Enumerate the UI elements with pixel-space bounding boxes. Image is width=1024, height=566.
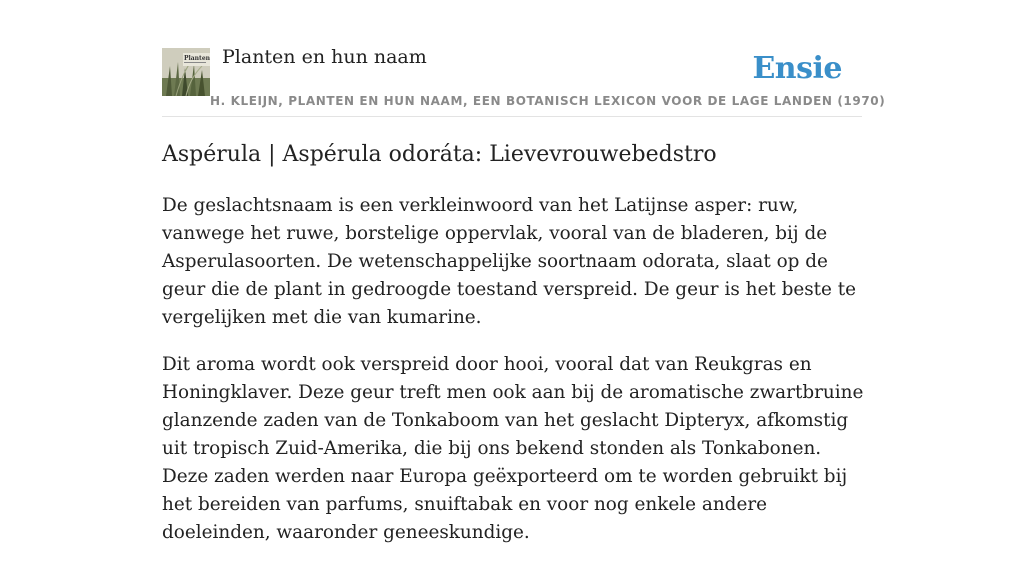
source-header [162,46,886,117]
article-paragraph: Dit aroma wordt ook verspreid door hooi, vooral dat van Reukgras en Honingklaver. Deze geur treft men ook aan bij de aromatische zwartbruine glanzende zaden van de Tonkaboom van het geslacht Dipteryx, afkomstig uit tropisch Zuid-Amerika, die bij ons bekend stonden als Tonkabonen. Deze zaden werden naar Europa geëxporteerd om te worden gebruikt bij het bereiden van parfums, snuiftabak en voor nog enkele andere doeleinden, waaronder geneeskundige. [162,354,864,543]
book-cover-illustration [162,48,210,96]
book-cover-icon[interactable] [162,48,210,96]
source-citation: H. KLEIJN, PLANTEN EN HUN NAAM, EEN BOTANISCH LEXICON VOOR DE LAGE LANDEN (1970) [210,94,886,108]
article-title: Aspérula | Aspérula odoráta: Lievevrouwebedstro [162,142,717,167]
article-body [162,192,867,566]
source-name-link[interactable]: Planten en hun naam [222,46,427,68]
book-cover-title: Planten [184,55,210,62]
ensie-logo[interactable]: Ensie [752,51,842,86]
article-paragraph: De geslachtsnaam is een verkleinwoord van het Latijnse asper: ruw, vanwege het ruwe, borstelige oppervlak, vooral van de bladeren, bij de Asperulasoorten. De wetenschappelijke soortnaam odorata, slaat op de geur die de plant in gedroogde toestand verspreid. De geur is het beste te vergelijken met die van kumarine. [162,195,857,328]
